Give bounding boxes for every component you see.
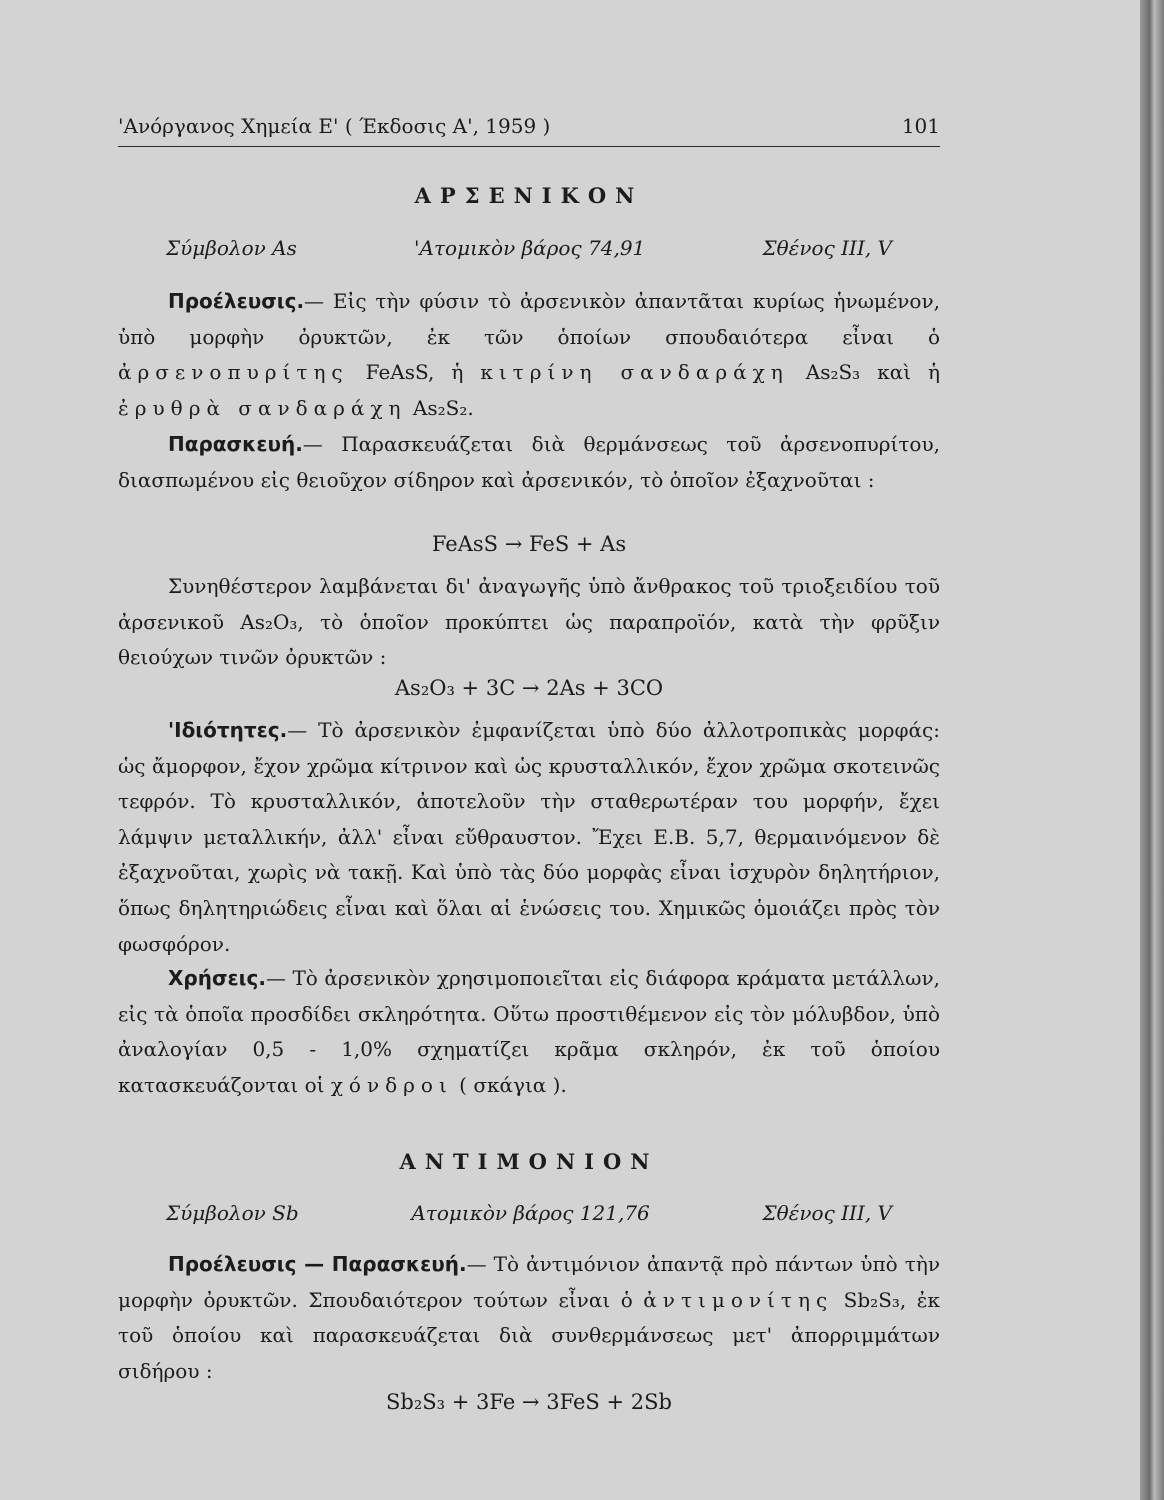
arsenic-title: ΑΡΣΕΝΙΚΟΝ — [414, 183, 644, 208]
antimony-label: Προέλευσις — Παρασκευή. — [168, 1252, 467, 1276]
origin-end: As₂S₂. — [412, 395, 474, 420]
yellow-realgar-term: κιτρίνη σανδαράχη — [480, 360, 789, 385]
prep-label: Παρασκευή. — [168, 432, 303, 456]
equation-2: As₂O₃ + 3C → 2As + 3CO — [394, 676, 664, 700]
arsenic-symbol: Σύμβολον As — [166, 236, 297, 260]
origin-as2s3: As₂S₃ καὶ ἡ — [805, 360, 941, 385]
antimony-valence: Σθένος III, V — [762, 1201, 892, 1225]
origin-label: Προέλευσις. — [168, 289, 305, 313]
arsenic-origin-paragraph — [118, 284, 940, 426]
arsenic-properties-paragraph — [118, 713, 940, 962]
antimony-text-2: Sb₂S₃, ἐκ τοῦ ὁποίου καὶ παρασκευάζεται διὰ συνθερμάνσεως μετ' ἀπορριμμάτων σιδήρου : — [118, 1287, 941, 1383]
antimony-symbol: Σύμβολον Sb — [166, 1201, 299, 1225]
stibnite-term: ἀντιμονίτης — [643, 1287, 834, 1312]
origin-text: — Εἰς τὴν φύσιν τὸ ἀρσενικὸν ἀπαντᾶται κυρίως ἡνωμένον, ὑπὸ μορφὴν ὀρυκτῶν, ἐκ τῶν ὁποίων σπουδαιότερα εἶναι ὁ — [118, 289, 940, 349]
arsenic-uses-paragraph — [118, 961, 940, 1103]
arsenopyrite-term: ἀρσενοπυρίτης — [118, 360, 349, 385]
antimony-text: — Τὸ ἀντιμόνιον ἀπαντᾷ πρὸ πάντων ὑπὸ τὴν μορφὴν ὀρυκτῶν. Σπουδαιότερον τούτων εἶναι ὁ — [118, 1252, 940, 1312]
antimony-paragraph — [118, 1247, 940, 1389]
red-realgar-term: ἐρυθρὰ σανδαράχη — [118, 395, 407, 420]
arsenic-valence: Σθένος III, V — [762, 236, 892, 260]
page-number: 101 — [901, 114, 940, 138]
prep-text: — Παρασκευάζεται διὰ θερμάνσεως τοῦ ἀρσενοπυρίτου, διασπωμένου εἰς θειοῦχον σίδηρον καὶ ἀρσενικόν, τὸ ὁποῖον ἐξαχνοῦται : — [118, 432, 940, 492]
uses-end: ( σκάγια ). — [459, 1072, 567, 1097]
running-header — [118, 114, 940, 147]
properties-text: — Τὸ ἀρσενικὸν ἐμφανίζεται ὑπὸ δύο ἀλλοτροπικὰς μορφάς: ὡς ἄμορφον, ἔχον χρῶμα κίτρινον καὶ ὡς κρυσταλλικόν, ἔχον χρῶμα σκοτεινῶς τεφρόν. Τὸ κρυσταλλικόν, ἀποτελοῦν τὴν σταθερωτέραν του μορφήν, ἔχει λάμψιν μεταλλικήν, ἀλλ' εἶναι εὔθραυστον. Ἔχει Ε.Β. 5,7, θερμαινόμενον δὲ ἐξαχνοῦται, χωρὶς νὰ τακῇ. Καὶ ὑπὸ τὰς δύο μορφὰς εἶναι ἰσχυρὸν δηλητήριον, ὅπως δηλητηριώδεις εἶναι καὶ ὅλαι αἱ ἑνώσεις του. Χημικῶς ὁμοιάζει πρὸς τὸν φωσφόρον. — [118, 718, 940, 956]
uses-label: Χρήσεις. — [168, 966, 266, 990]
arsenic-prep-paragraph — [118, 427, 940, 498]
antimony-meta — [166, 1201, 892, 1225]
equation-3: Sb₂S₃ + 3Fe → 3FeS + 2Sb — [386, 1390, 672, 1414]
shot-term: χόνδροι — [330, 1072, 453, 1097]
header-title: 'Ανόργανος Χημεία Ε' ( Έκδοσις Α', 1959 ) — [118, 114, 551, 138]
antimony-atomic-weight: Ατομικὸν βάρος 121,76 — [411, 1201, 650, 1225]
arsenic-atomic-weight: 'Ατομικὸν βάρος 74,91 — [414, 236, 646, 260]
origin-mid: FeAsS, ἡ — [365, 360, 464, 385]
properties-label: 'Ιδιότητες. — [168, 718, 288, 742]
equation-1: FeAsS → FeS + As — [431, 532, 627, 556]
arsenic-prep-paragraph-2: Συνηθέστερον λαμβάνεται δι' ἀναγωγῆς ὑπὸ ἄνθρακος τοῦ τριοξειδίου τοῦ ἀρσενικοῦ As₂O₃, τὸ ὁποῖον προκύπτει ὡς παραπροϊόν, κατὰ τὴν φρῦξιν θειούχων τινῶν ὀρυκτῶν : — [118, 574, 940, 670]
arsenic-meta — [166, 236, 892, 260]
antimony-title: ΑΝΤΙΜΟΝΙΟΝ — [399, 1149, 659, 1174]
uses-text: — Τὸ ἀρσενικὸν χρησιμοποιεῖται εἰς διάφορα κράματα μετάλλων, εἰς τὰ ὁποῖα προσδίδει σκληρότητα. Οὕτω προστιθέμενον εἰς τὸν μόλυβδον, ὑπὸ ἀναλογίαν 0,5 - 1,0% σχηματίζει κρᾶμα σκληρόν, ἐκ τοῦ ὁποίου κατασκευάζονται οἱ — [118, 966, 940, 1097]
book-edge — [1140, 0, 1164, 1500]
